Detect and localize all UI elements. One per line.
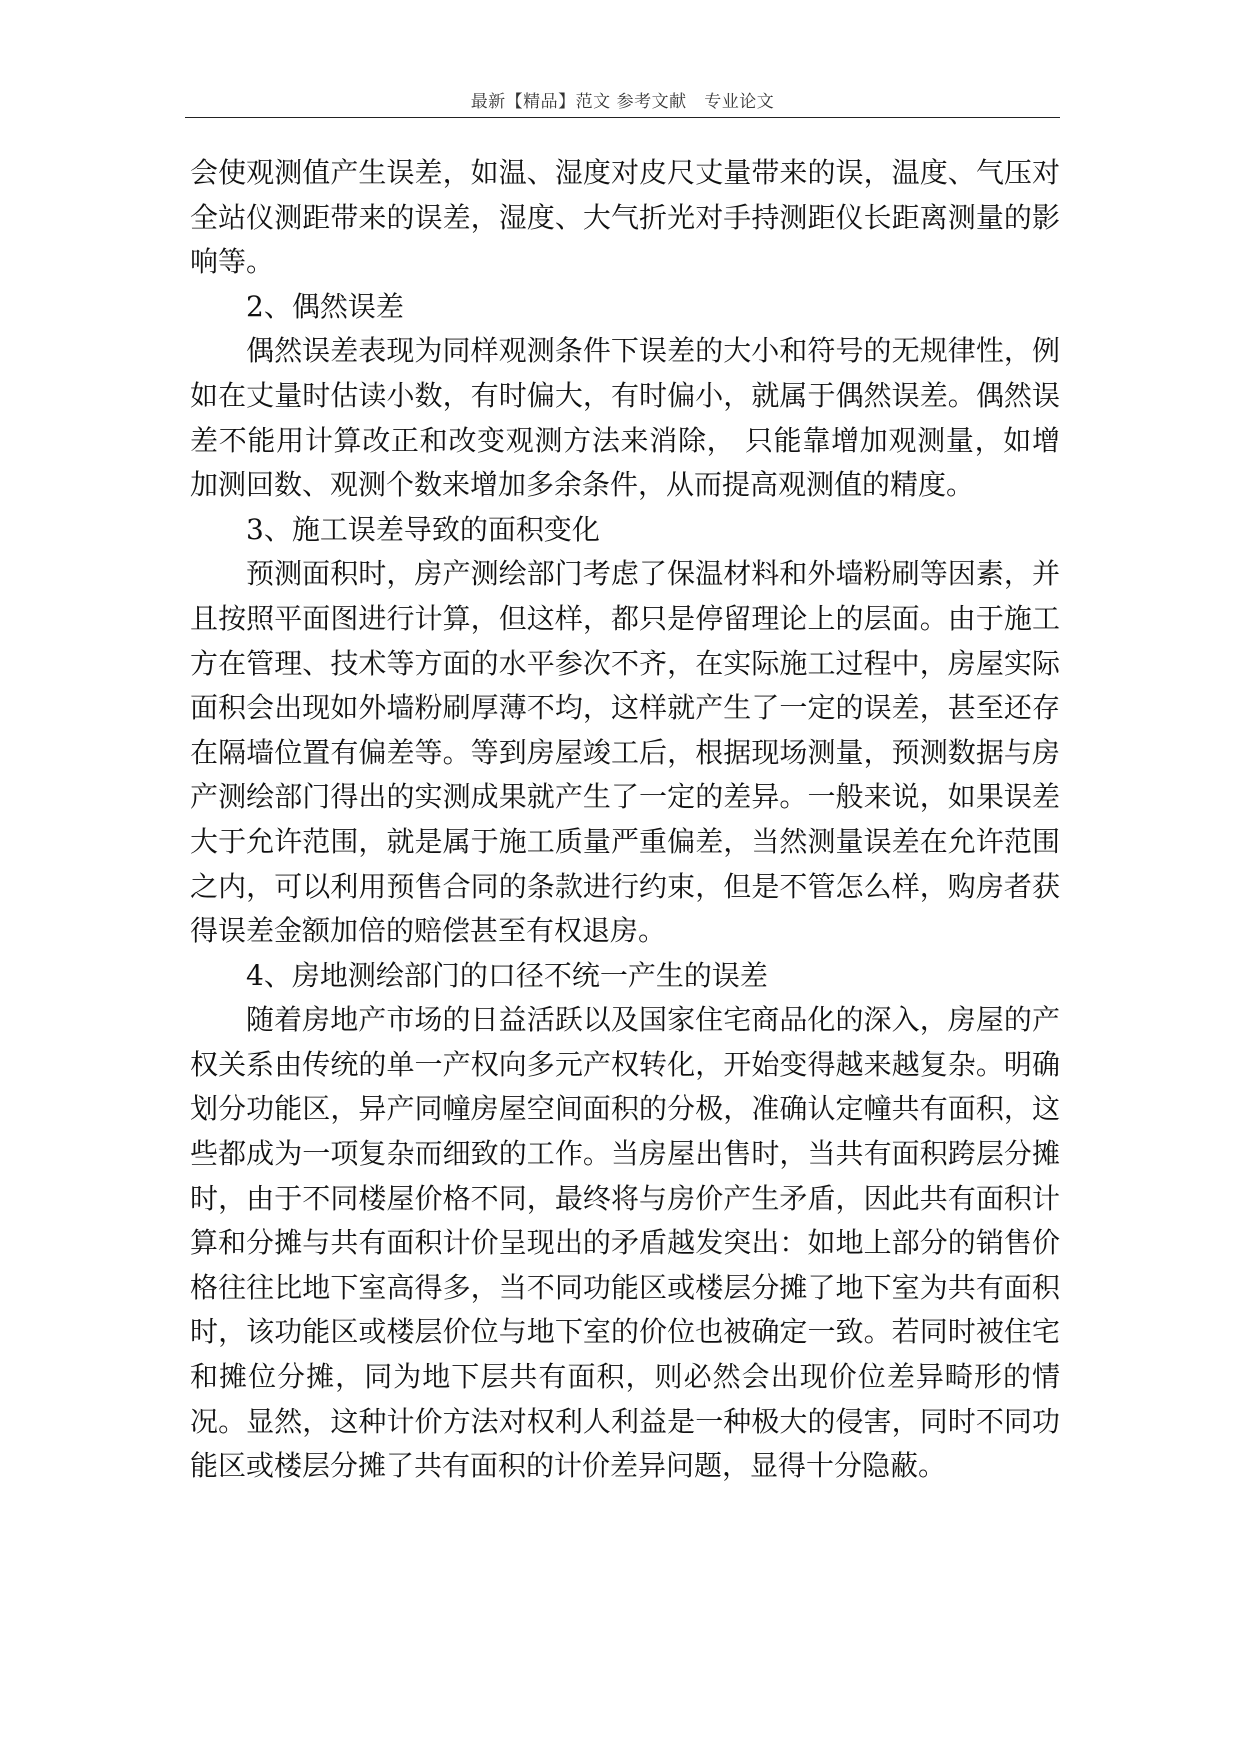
paragraph-construction-error: 预测面积时，房产测绘部门考虑了保温材料和外墙粉刷等因素，并且按照平面图进行计算，但这样，都只是停留理论上的层面。由于施工方在管理、技术等方面的水平参次不齐，在实际施工过程中，房屋实际面积会出现如外墙粉刷厚薄不均，这样就产生了一定的误差，甚至还存在隔墙位置有偏差等。等到房屋竣工后，根据现场测量，预测数据与房产测绘部门得出的实测成果就产生了一定的差异。一般来说，如果误差大于允许范围，就是属于施工质量严重偏差，当然测量误差在允许范围之内，可以利用预售合同的条款进行约束，但是不管怎么样，购房者获得误差金额加倍的赔偿甚至有权退房。 xyxy=(190,557,1060,948)
header-rule xyxy=(185,117,1060,118)
section-heading-random-error: 2、偶然误差 xyxy=(246,289,404,323)
paragraph-continuation: 会使观测值产生误差，如温、湿度对皮尺丈量带来的误，温度、气压对全站仪测距带来的误差，湿度、大气折光对手持测距仪长距离测量的影响等。 xyxy=(190,156,1060,279)
document-body xyxy=(190,151,1060,1489)
section-heading-construction-error: 3、施工误差导致的面积变化 xyxy=(246,512,600,546)
page-header: 最新【精品】范文 参考文献 专业论文 xyxy=(470,92,775,112)
paragraph-caliber-error: 随着房地产市场的日益活跃以及国家住宅商品化的深入，房屋的产权关系由传统的单一产权向多元产权转化，开始变得越来越复杂。明确划分功能区，异产同幢房屋空间面积的分极，准确认定幢共有面积，这些都成为一项复杂而细致的工作。当房屋出售时，当共有面积跨层分摊时，由于不同楼屋价格不同，最终将与房价产生矛盾，因此共有面积计算和分摊与共有面积计价呈现出的矛盾越发突出：如地上部分的销售价格往往比地下室高得多，当不同功能区或楼层分摊了地下室为共有面积时，该功能区或楼层价位与地下室的价位也被确定一致。若同时被住宅和摊位分摊，同为地下层共有面积，则必然会出现价位差异畸形的情况。显然，这种计价方法对权利人利益是一种极大的侵害，同时不同功能区或楼层分摊了共有面积的计价差异问题，显得十分隐蔽。 xyxy=(190,1003,1060,1483)
paragraph-random-error: 偶然误差表现为同样观测条件下误差的大小和符号的无规律性，例如在丈量时估读小数，有时偏大，有时偏小，就属于偶然误差。偶然误差不能用计算改正和改变观测方法来消除， 只能靠增加观测量，如增加测回数、观测个数来增加多余条件，从而提高观测值的精度。 xyxy=(190,334,1060,502)
section-heading-caliber-error: 4、房地测绘部门的口径不统一产生的误差 xyxy=(246,958,768,992)
